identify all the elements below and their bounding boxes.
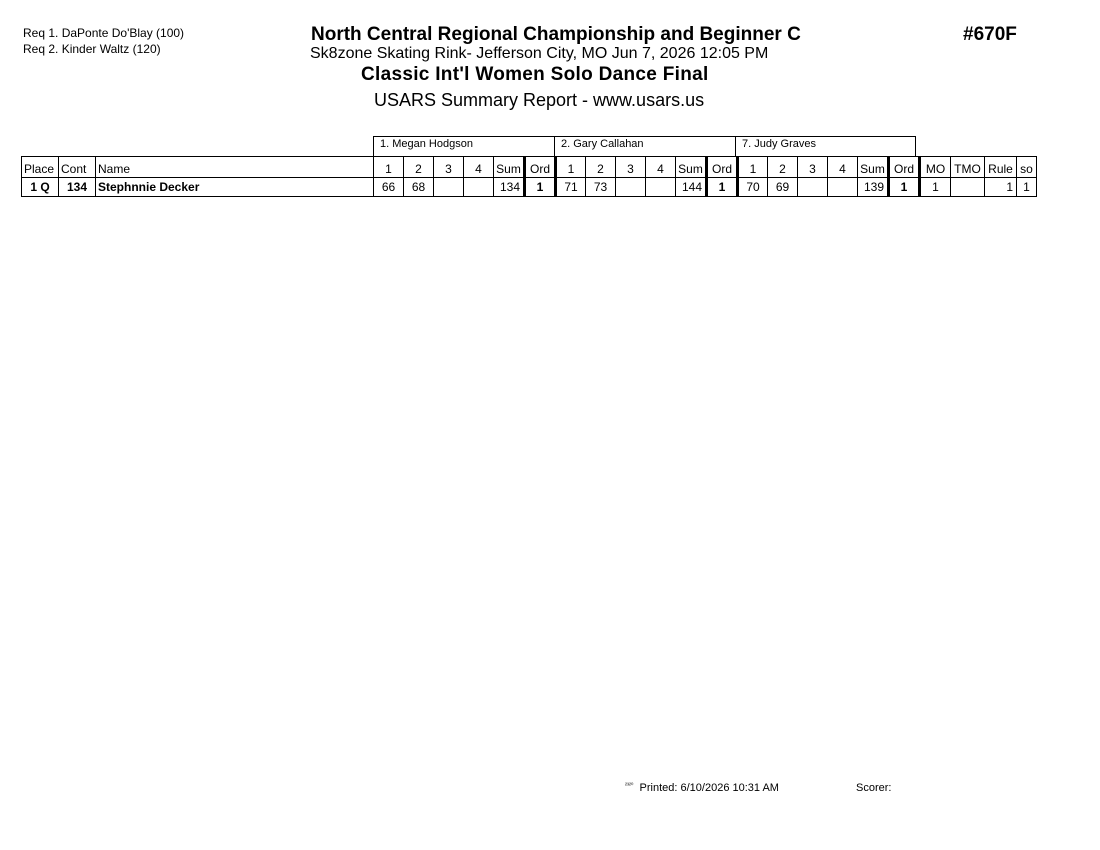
request-item: Req 1. DaPonte Do'Blay (100): [23, 26, 185, 40]
col-score-2: 2: [768, 157, 798, 178]
col-score-3: 3: [798, 157, 828, 178]
col-ord: Ord: [525, 157, 556, 178]
col-score-1: 1: [374, 157, 404, 178]
score-cell: [828, 178, 858, 197]
score-cell: [434, 178, 464, 197]
sum-cell: 134: [494, 178, 525, 197]
col-score-1: 1: [738, 157, 768, 178]
score-cell: 71: [556, 178, 586, 197]
col-score-4: 4: [464, 157, 494, 178]
report-title: USARS Summary Report - www.usars.us: [374, 90, 705, 110]
score-cell: 66: [374, 178, 404, 197]
summary-table: [21, 156, 1037, 197]
cont-cell: 134: [59, 178, 96, 197]
judge-header-2: 2. Gary Callahan: [554, 136, 736, 156]
tmo-cell: [951, 178, 985, 197]
col-mo: MO: [920, 157, 951, 178]
col-score-2: 2: [404, 157, 434, 178]
judge-header-1: 1. Megan Hodgson: [373, 136, 555, 156]
so-cell: 1: [1017, 178, 1037, 197]
score-cell: 68: [404, 178, 434, 197]
printed-timestamp: Printed: 6/10/2026 10:31 AM: [639, 782, 779, 794]
col-ord: Ord: [889, 157, 920, 178]
request-list: [23, 25, 184, 57]
col-score-4: 4: [828, 157, 858, 178]
col-score-3: 3: [434, 157, 464, 178]
score-cell: [646, 178, 676, 197]
col-so: so: [1017, 157, 1037, 178]
col-name: Name: [96, 157, 374, 178]
col-place: Place: [22, 157, 59, 178]
col-sum: Sum: [858, 157, 889, 178]
footer-mark: ²³²⁰: [625, 783, 634, 789]
score-cell: [798, 178, 828, 197]
judge-header-3: 7. Judy Graves: [735, 136, 916, 156]
col-sum: Sum: [676, 157, 707, 178]
table-row: [22, 178, 1037, 197]
venue-line: Sk8zone Skating Rink- Jefferson City, MO Jun 7, 2026 12:05 PM: [310, 45, 769, 62]
page-title: North Central Regional Championship and Beginner C: [311, 24, 801, 45]
col-ord: Ord: [707, 157, 738, 178]
ord-cell: 1: [707, 178, 738, 197]
col-score-3: 3: [616, 157, 646, 178]
event-title: Classic Int'l Women Solo Dance Final: [361, 64, 709, 85]
score-cell: [616, 178, 646, 197]
skater-name-cell: Stephnnie Decker: [96, 178, 374, 197]
sum-cell: 139: [858, 178, 889, 197]
score-cell: 69: [768, 178, 798, 197]
col-score-1: 1: [556, 157, 586, 178]
event-number: #670F: [963, 24, 1017, 45]
sum-cell: 144: [676, 178, 707, 197]
score-cell: [464, 178, 494, 197]
mo-cell: 1: [920, 178, 951, 197]
footer-printed: [625, 782, 779, 794]
col-cont: Cont: [59, 157, 96, 178]
request-item: Req 2. Kinder Waltz (120): [23, 42, 161, 56]
score-cell: 73: [586, 178, 616, 197]
col-sum: Sum: [494, 157, 525, 178]
score-cell: 70: [738, 178, 768, 197]
ord-cell: 1: [525, 178, 556, 197]
col-score-4: 4: [646, 157, 676, 178]
col-rule: Rule: [985, 157, 1017, 178]
table-header-row: [22, 157, 1037, 178]
ord-cell: 1: [889, 178, 920, 197]
rule-cell: 1: [985, 178, 1017, 197]
col-score-2: 2: [586, 157, 616, 178]
col-tmo: TMO: [951, 157, 985, 178]
place-cell: 1 Q: [22, 178, 59, 197]
scorer-label: Scorer:: [856, 782, 892, 794]
